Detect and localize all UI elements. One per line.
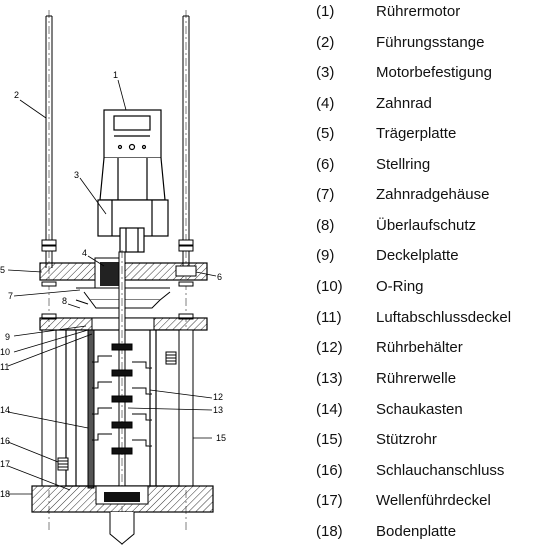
legend-item	[316, 430, 557, 450]
legend-label: Führungsstange	[376, 34, 485, 51]
legend-number: (11)	[316, 309, 342, 326]
legend-item	[316, 94, 557, 114]
callout-13: 13	[213, 405, 224, 415]
callout-14: 14	[0, 405, 11, 415]
legend-number: (12)	[316, 339, 343, 356]
legend-number: (14)	[316, 401, 343, 418]
legend-item	[316, 63, 557, 83]
parts-legend	[316, 0, 557, 548]
legend-number: (5)	[316, 125, 335, 142]
legend-label: Wellenführdeckel	[376, 492, 491, 509]
legend-item	[316, 155, 557, 175]
callout-15: 15	[216, 433, 227, 443]
legend-label: Deckelplatte	[376, 247, 459, 264]
legend-number: (7)	[316, 186, 335, 203]
legend-item	[316, 124, 557, 144]
legend-label: Rührermotor	[376, 3, 461, 20]
support-tube-left	[42, 330, 56, 486]
legend-item	[316, 338, 557, 358]
callout-4: 4	[82, 248, 88, 258]
legend-item	[316, 308, 557, 328]
stirrer-motor	[98, 110, 168, 252]
legend-number: (3)	[316, 64, 335, 81]
callout-7: 7	[8, 291, 14, 301]
legend-label: Rührerwelle	[376, 370, 457, 387]
callout-3: 3	[74, 170, 80, 180]
legend-number: (13)	[316, 370, 343, 387]
legend-number: (15)	[316, 431, 343, 448]
legend-number: (10)	[316, 278, 343, 295]
callout-11: 11	[0, 362, 10, 372]
legend-item	[316, 2, 557, 22]
legend-label: Rührbehälter	[376, 339, 463, 356]
legend-item	[316, 461, 557, 481]
legend-label: Motorbefestigung	[376, 64, 492, 81]
legend-label: Stützrohr	[376, 431, 437, 448]
legend-number: (9)	[316, 247, 335, 264]
legend-number: (1)	[316, 3, 335, 20]
shaft-guide-cover	[104, 492, 140, 502]
legend-item	[316, 185, 557, 205]
legend-label: Stellring	[376, 156, 431, 173]
legend-label: Zahnradgehäuse	[376, 186, 490, 203]
callout-8: 8	[62, 296, 68, 306]
legend-label: Bodenplatte	[376, 523, 457, 540]
legend-label: Trägerplatte	[376, 125, 457, 142]
legend-item	[316, 246, 557, 266]
legend-item	[316, 522, 557, 542]
legend-label: Überlaufschutz	[376, 217, 477, 234]
legend-number: (17)	[316, 492, 343, 509]
legend-item	[316, 277, 557, 297]
callout-9: 9	[5, 332, 11, 342]
legend-item	[316, 400, 557, 420]
callout-1: 1	[113, 70, 119, 80]
legend-number: (4)	[316, 95, 335, 112]
legend-label: O-Ring	[376, 278, 424, 295]
callout-18: 18	[0, 489, 11, 499]
legend-item	[316, 369, 557, 389]
callout-12: 12	[213, 392, 224, 402]
legend-label: Schaukasten	[376, 401, 463, 418]
set-ring	[176, 266, 196, 276]
legend-number: (16)	[316, 462, 343, 479]
callout-10: 10	[0, 347, 11, 357]
legend-item	[316, 33, 557, 53]
callout-16: 16	[0, 436, 11, 446]
callout-5: 5	[0, 265, 6, 275]
legend-label: Zahnrad	[376, 95, 432, 112]
legend-number: (2)	[316, 34, 335, 51]
support-tube-right	[179, 330, 193, 486]
legend-label: Luftabschlussdeckel	[376, 309, 512, 326]
shaft-end	[110, 512, 134, 544]
legend-number: (18)	[316, 523, 343, 540]
legend-label: Schlauchanschluss	[376, 462, 505, 479]
legend-item	[316, 491, 557, 511]
sight-glass	[88, 330, 94, 488]
callout-6: 6	[217, 272, 223, 282]
legend-number: (8)	[316, 217, 335, 234]
legend-item	[316, 216, 557, 236]
callout-17: 17	[0, 459, 11, 469]
legend-number: (6)	[316, 156, 335, 173]
callout-2: 2	[14, 90, 20, 100]
